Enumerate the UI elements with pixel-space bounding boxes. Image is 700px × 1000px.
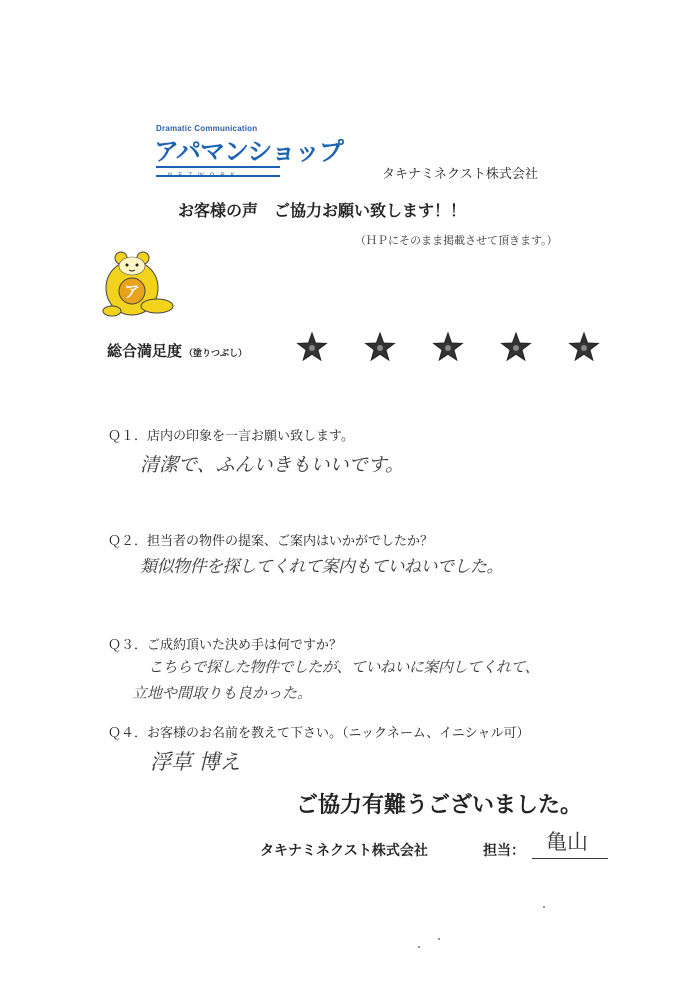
staff-label: 担当： bbox=[483, 843, 525, 859]
company-name-footer: タキナミネクスト株式会社 bbox=[260, 843, 428, 859]
scan-speck bbox=[543, 906, 545, 908]
question-3-answer-line-2: 立地や間取りも良かった。 bbox=[132, 684, 313, 702]
question-1-label: Ｑ１．店内の印象を一言お願い致します。 bbox=[108, 429, 354, 444]
star-4-center bbox=[513, 345, 519, 351]
mascot-icon bbox=[102, 248, 182, 318]
scan-speck bbox=[418, 946, 420, 948]
logo-subtext: NETWORK bbox=[168, 173, 241, 179]
logo-wordmark: アパマンショップ bbox=[154, 137, 343, 166]
scan-speck bbox=[438, 938, 440, 940]
star-1-center bbox=[309, 345, 315, 351]
staff-signature-line bbox=[532, 858, 608, 859]
star-3-center bbox=[445, 345, 451, 351]
thanks-message: ご協力有難うございました。 bbox=[296, 793, 583, 818]
mascot-badge: ア bbox=[123, 282, 141, 301]
hp-publish-note: （ＨＰにそのまま掲載させて頂きます。） bbox=[355, 234, 558, 247]
question-1-answer: 清潔で、ふんいきもいいです。 bbox=[140, 454, 405, 476]
question-3-answer-line-1: こちらで探した物件でしたが、ていねいに案内してくれて、 bbox=[148, 658, 540, 676]
question-2-answer: 類似物件を探してくれて案内もていねいでした。 bbox=[140, 557, 503, 577]
star-rating bbox=[296, 330, 606, 366]
satisfaction-note: （塗りつぶし） bbox=[184, 349, 248, 359]
question-3-label: Ｑ３．ご成約頂いた決め手は何ですか？ bbox=[108, 638, 343, 653]
staff-name: 亀山 bbox=[546, 830, 588, 854]
star-5-center bbox=[581, 345, 587, 351]
logo-tagline: Dramatic Communication bbox=[156, 124, 258, 133]
star-2-center bbox=[377, 345, 383, 351]
satisfaction-title: 総合満足度 bbox=[107, 342, 183, 360]
page-title: お客様の声 ご協力お願い致します！！ bbox=[178, 201, 467, 220]
question-4-answer: 浮草 博え bbox=[150, 750, 241, 774]
satisfaction-label bbox=[107, 340, 247, 361]
question-2-label: Ｑ２．担当者の物件の提案、ご案内はいかがでしたか？ bbox=[108, 534, 434, 549]
question-4-label: Ｑ４．お客様のお名前を教えて下さい。（ニックネーム、イニシャル可） bbox=[108, 726, 530, 741]
company-name-header: タキナミネクスト株式会社 bbox=[382, 167, 538, 182]
